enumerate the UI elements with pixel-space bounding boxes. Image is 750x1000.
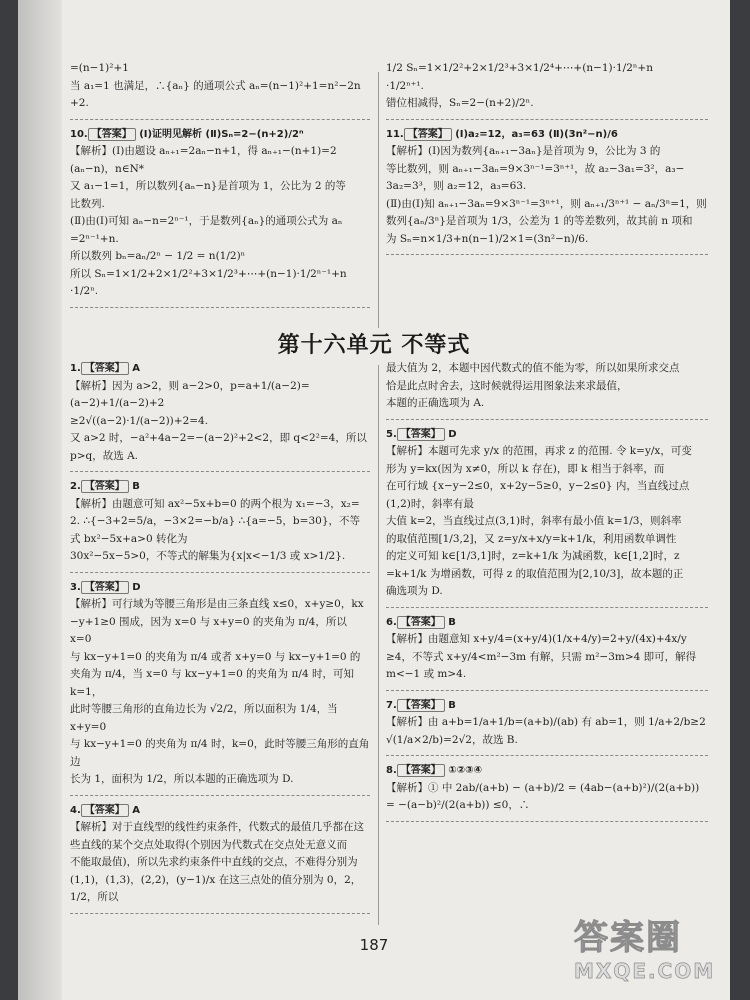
solution-line: 【解析】对于直线型的线性约束条件，代数式的最值几乎都在这 (70, 821, 364, 833)
text-line: =(n−1)²+1 (70, 62, 129, 74)
answer-label: 【答案】 (397, 699, 445, 712)
answer-label: 【答案】 (81, 581, 129, 594)
unit-title: 第十六单元 不等式 (277, 333, 471, 358)
solution-line: 又 a₁−1=1，所以数列{aₙ−n}是首项为 1，公比为 2 的等 (70, 180, 346, 192)
answer-value: B (444, 616, 456, 628)
answer-label: 【答案】 (88, 128, 136, 141)
question-number: 7. (386, 699, 397, 711)
column-divider-top (378, 72, 379, 328)
solution-line: 比数列. (70, 197, 105, 210)
answer-value: D (444, 428, 457, 440)
watermark-logo (574, 910, 716, 990)
text-line: +2. (70, 97, 89, 109)
answer-line (70, 126, 370, 144)
separator (386, 821, 708, 822)
answer-label: 【答案】 (81, 480, 129, 493)
watermark-url: MXQE.COM (574, 959, 716, 983)
question-number: 6. (386, 616, 397, 628)
solution-line: 恰是此点时舍去，这时候就得运用图象法来求最值， (386, 379, 628, 392)
solution-line: 数列{aₙ/3ⁿ}是首项为 1/3，公差为 1 的等差数列，故其前 n 项和 (386, 215, 693, 227)
question-number: 4. (70, 804, 81, 816)
solution-line: 的取值范围[1/3,2]，又 z=y/x+x/y=k+1/k，利用函数单调性 (386, 532, 677, 545)
answer-line (386, 762, 708, 780)
left-column (70, 360, 370, 920)
solution-line: 【解析】① 中 2ab/(a+b) − (a+b)/2 = (4ab−(a+b)²)/(2(a+b)) = −(a−b)²/(2(a+b)) ≤0，∴ (386, 781, 700, 811)
answer-line (70, 478, 370, 496)
separator (70, 572, 370, 573)
solution-line: 【解析】因为 a>2，则 a−2>0，p=a+1/(a−2)=(a−2)+1/(a−2)+2 (70, 379, 310, 409)
question-number: 10. (70, 128, 88, 140)
separator (70, 119, 370, 120)
question-left-2 (70, 478, 370, 566)
question-right-2 (386, 426, 708, 601)
separator (386, 607, 708, 608)
text-line: ·1/2ⁿ⁺¹. (386, 79, 424, 92)
top-right-column (386, 60, 708, 261)
answer-label: 【答案】 (81, 804, 129, 817)
separator (386, 755, 708, 756)
text-line: 1/2 Sₙ=1×1/2²+2×1/2³+3×1/2⁴+⋯+(n−1)·1/2ⁿ+n (386, 62, 653, 74)
solution-line: 所以数列 bₙ=aₙ/2ⁿ − 1/2 = n(1/2)ⁿ (70, 250, 246, 262)
answer-label: 【答案】 (397, 764, 445, 777)
separator (386, 419, 708, 420)
separator (386, 119, 708, 120)
solution-line: ≥4，不等式 x+y/4<m²−3m 有解，只需 m²−3m>4 即可，解得 (386, 650, 697, 663)
solution-line: m<−1 或 m>4. (386, 668, 467, 680)
solution-line: 与 kx−y+1=0 的夹角为 π/4 或者 x+y=0 与 kx−y+1=0 的 (70, 650, 361, 663)
answer-value: (Ⅰ)a₂=12，a₃=63 (Ⅱ)(3n²−n)/6 (451, 128, 618, 140)
solution-line: 大值 k=2，当直线过点(3,1)时，斜率有最小值 k=1/3，则斜率 (386, 515, 682, 527)
question-11 (386, 126, 708, 249)
separator (70, 307, 370, 308)
answer-line (386, 697, 708, 715)
separator (386, 690, 708, 691)
answer-value: ①②③④ (444, 765, 483, 776)
question-number: 8. (386, 765, 397, 776)
solution-line: (1,1)，(1,3)，(2,2)，(y−1)/x 在这三点处的值分别为 0，2，1/2，所以 (70, 873, 362, 903)
book-page (18, 0, 730, 1000)
answer-value: D (128, 581, 141, 593)
solution-line: 【解析】可行域为等腰三角形是由三条直线 x≤0，x+y≥0，kx (70, 598, 364, 610)
question-left-4 (70, 802, 370, 907)
solution-line: 形为 y=kx(因为 x≠0，所以 k 存在)，即 k 相当于斜率，而 (386, 462, 665, 475)
answer-line (70, 579, 370, 597)
solution-line: 【解析】(Ⅰ)由题设 aₙ₊₁=2aₙ−n+1，得 aₙ₊₁−(n+1)=2 (70, 145, 337, 157)
answer-label: 【答案】 (404, 128, 452, 141)
answer-line (70, 802, 370, 820)
answer-line (386, 126, 708, 144)
solution-line: 在可行域 {x−y−2≤0，x+2y−5≥0，y−2≤0} 内，当直线过点(1,2)时，斜率有最 (386, 480, 690, 510)
question-right-4 (386, 697, 708, 750)
question-number: 3. (70, 581, 81, 593)
watermark-text: 答案圈 (574, 918, 682, 958)
separator (386, 254, 708, 255)
answer-label: 【答案】 (397, 616, 445, 629)
solution-line: 的定义可知 k∈[1/3,1]时，z=k+1/k 为减函数，k∈[1,2]时，z (386, 550, 680, 562)
solution-line: 【解析】由 a+b=1/a+1/b=(a+b)/(ab) 有 ab=1，则 1/a+2/b≥2 (386, 716, 706, 728)
solution-line: 【解析】(Ⅰ)因为数列{aₙ₊₁−3aₙ}是首项为 9，公比为 3 的 (386, 145, 661, 157)
solution-line: ≥2√((a−2)·1/(a−2))+2=4. (70, 414, 209, 427)
solution-line: =k+1/k 为增函数，可得 z 的取值范围为[2,10/3]，故本题的正 (386, 567, 684, 580)
text-line: 错位相减得，Sₙ=2−(n+2)/2ⁿ. (386, 97, 534, 109)
answer-value: A (128, 363, 140, 374)
answer-value: A (128, 804, 140, 816)
answer-label: 【答案】 (397, 428, 445, 441)
solution-line: 与 kx−y+1=0 的夹角为 π/4 时，k=0，此时等腰三角形的直角边 (70, 738, 370, 768)
answer-line (386, 426, 708, 444)
solution-line: 2. ∴{−3+2=5/a，−3×2=−b/a} ∴{a=−5，b=30}，不等式 bx²−5x+a>0 转化为 (70, 515, 360, 545)
page-spine (18, 0, 62, 1000)
solution-line: √(1/a×2/b)=2√2，故选 B. (386, 733, 518, 746)
solution-line: 3a₂=3³，则 a₂=12，a₃=63. (386, 180, 527, 192)
answer-value: B (128, 481, 140, 492)
solution-line: 本题的正确选项为 A. (386, 397, 485, 409)
question-number: 11. (386, 128, 404, 140)
question-left-1 (70, 360, 370, 465)
solution-line: 长为 1，面积为 1/2，所以本题的正确选项为 D. (70, 773, 294, 785)
solution-line: 所以 Sₙ=1×1/2+2×1/2²+3×1/2³+⋯+(n−1)·1/2ⁿ⁻¹+n (70, 267, 347, 280)
solution-line: 等比数列，则 aₙ₊₁−3aₙ=9×3ⁿ⁻¹=3ⁿ⁺¹，故 a₂−3a₁=3²，a₃− (386, 162, 685, 175)
column-divider-bottom (378, 365, 379, 925)
solution-line: ·1/2ⁿ. (70, 285, 99, 297)
solution-line: (Ⅱ)由(Ⅰ)知 aₙ₊₁−3aₙ=9×3ⁿ⁻¹=3ⁿ⁺¹，则 aₙ₊₁/3ⁿ⁺¹ − aₙ/3ⁿ=1，则 (386, 197, 707, 210)
solution-line: 确选项为 D. (386, 585, 443, 597)
solution-line: 【解析】本题可先求 y/x 的范围，再求 z 的范围. 令 k=y/x，可变 (386, 445, 692, 457)
question-left-3 (70, 579, 370, 789)
solution-line: 些直线的某个交点处取得(个别因为代数式在交点处无意义而 (70, 838, 348, 851)
solution-line: 此时等腰三角形的直角边长为 √2/2，所以面积为 1/4，当 x+y=0 (70, 703, 338, 733)
solution-line: =2ⁿ⁻¹+n. (70, 232, 119, 245)
solution-line: 夹角为 π/4，当 x=0 与 kx−y+1=0 的夹角为 π/4 时，可知 k=1， (70, 668, 354, 698)
separator (70, 795, 370, 796)
solution-line: 【解析】由题意知 x+y/4=(x+y/4)(1/x+4/y)=2+y/(4x)+4x/y (386, 633, 687, 645)
question-number: 2. (70, 481, 81, 492)
solution-line: 30x²−5x−5>0，不等式的解集为{x|x<−1/3 或 x>1/2}. (70, 550, 346, 562)
top-left-column (70, 60, 370, 314)
question-number: 1. (70, 363, 81, 374)
solution-line: 为 Sₙ=n×1/3+n(n−1)/2×1=(3n²−n)/6. (386, 232, 589, 245)
answer-line (70, 360, 370, 378)
answer-value: (Ⅰ)证明见解析 (Ⅱ)Sₙ=2−(n+2)/2ⁿ (135, 128, 304, 140)
answer-label: 【答案】 (81, 362, 129, 375)
separator (70, 471, 370, 472)
answer-line (386, 614, 708, 632)
solution-line: 【解析】由题意可知 ax²−5x+b=0 的两个根为 x₁=−3，x₂= (70, 497, 360, 510)
separator (70, 913, 370, 914)
question-10 (70, 126, 370, 301)
answer-value: B (444, 699, 456, 711)
page-number: 187 (359, 936, 389, 954)
question-right-1 (386, 360, 708, 413)
question-right-5 (386, 762, 708, 815)
question-right-3 (386, 614, 708, 684)
right-column (386, 360, 708, 828)
solution-line: (aₙ−n)，n∈N* (70, 162, 145, 175)
solution-line: 不能取最值)，所以先求约束条件中直线的交点，不难得分别为 (70, 856, 358, 868)
solution-line: (Ⅱ)由(Ⅰ)可知 aₙ−n=2ⁿ⁻¹，于是数列{aₙ}的通项公式为 aₙ (70, 215, 343, 227)
question-number: 5. (386, 428, 397, 440)
solution-line: 又 a>2 时，−a²+4a−2=−(a−2)²+2<2，即 q<2²=4，所以 (70, 432, 367, 444)
text-line: 当 a₁=1 也满足，∴{aₙ} 的通项公式 aₙ=(n−1)²+1=n²−2n (70, 79, 361, 92)
solution-line: p>q，故选 A. (70, 449, 138, 462)
solution-line: −y+1≥0 围成，因为 x=0 与 x+y=0 的夹角为 π/4，所以 x=0 (70, 615, 347, 645)
solution-line: 最大值为 2，本题中因代数式的值不能为零，所以如果所求交点 (386, 362, 680, 374)
